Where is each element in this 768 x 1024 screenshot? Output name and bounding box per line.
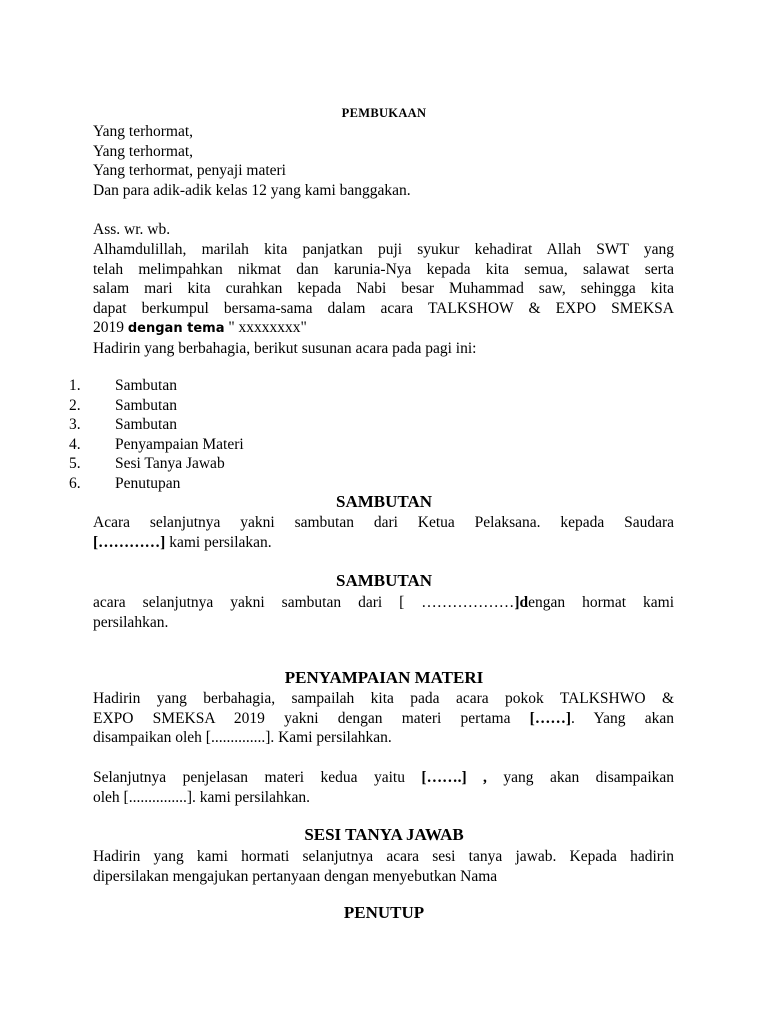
paragraph-line: persilahkan. xyxy=(93,613,169,631)
agenda-item: Sambutan xyxy=(115,377,177,394)
agenda-item: Penyampaian Materi xyxy=(115,436,244,453)
agenda-number: 3. xyxy=(69,416,81,433)
theme-label: dengan tema xyxy=(127,321,225,336)
name-placeholder: […………] xyxy=(93,533,166,551)
paragraph-text: Selanjutnya penjelasan materi kedua yaitu xyxy=(93,769,422,786)
agenda-item: Penutupan xyxy=(115,475,181,492)
paragraph-line: Alhamdulillah, marilah kita panjatkan puji syukur kehadirat Allah SWT yang xyxy=(93,241,674,258)
agenda-number: 6. xyxy=(69,475,81,492)
paragraph-line: Acara selanjutnya yakni sambutan dari Ketua Pelaksana. kepada Saudara xyxy=(93,514,674,531)
paragraph-line xyxy=(93,593,674,613)
opening-heading: PEMBUKAAN xyxy=(341,106,427,120)
paragraph-line: Hadirin yang kami hormati selanjutnya acara sesi tanya jawab. Kepada hadirin xyxy=(93,848,674,865)
agenda-item: Sambutan xyxy=(115,416,177,433)
opening-paragraph xyxy=(93,240,674,339)
section-heading-sambutan: SAMBUTAN xyxy=(335,571,433,590)
paragraph-text: engan hormat kami xyxy=(528,594,674,611)
sambutan1-paragraph xyxy=(93,513,674,552)
paragraph-line: telah melimpahkan nikmat dan karunia-Nya kepada kita semua, salawat serta xyxy=(93,260,674,278)
materi-paragraph-1 xyxy=(93,689,674,748)
paragraph-line: dapat berkumpul bersama-sama dalam acara TALKSHOW & EXPO SMEKSA xyxy=(93,299,674,317)
paragraph-line: salam mari kita curahkan kepada Nabi besar Muhammad saw, sehingga kita xyxy=(93,280,674,297)
agenda-number: 4. xyxy=(69,436,81,453)
theme-line xyxy=(93,318,674,339)
paragraph-line: Hadirin yang berbahagia, sampailah kita pada acara pokok TALKSHWO & xyxy=(93,690,674,707)
paragraph-text: . Yang akan xyxy=(570,709,674,727)
paragraph-line: disampaikan oleh [..............]. Kami persilahkan. xyxy=(93,729,392,746)
agenda-number: 1. xyxy=(69,377,81,394)
paragraph-line xyxy=(93,709,674,729)
agenda-intro: Hadirin yang berbahagia, berikut susunan acara pada pagi ini: xyxy=(93,340,477,357)
section-heading-sambutan: SAMBUTAN xyxy=(335,492,433,511)
agenda-item: Sesi Tanya Jawab xyxy=(115,455,225,472)
topic-placeholder: [……] xyxy=(529,709,571,727)
paragraph-line: oleh [...............]. kami persilahkan. xyxy=(93,788,310,806)
greeting-line: Dan para adik-adik kelas 12 yang kami banggakan. xyxy=(93,182,411,199)
name-placeholder: ]d xyxy=(514,594,529,611)
section-heading-materi: PENYAMPAIAN MATERI xyxy=(284,668,484,687)
greeting-line: Yang terhormat, penyaji materi xyxy=(93,162,286,179)
sambutan2-paragraph xyxy=(93,593,674,632)
greeting-line: Yang terhormat, xyxy=(93,143,194,160)
paragraph-line xyxy=(93,533,674,553)
tanya-jawab-paragraph xyxy=(93,847,674,886)
section-heading-penutup: PENUTUP xyxy=(343,903,425,922)
paragraph-line: dipersilakan mengajukan pertanyaan dengan menyebutkan Nama xyxy=(93,867,498,885)
paragraph-text: acara selanjutnya yakni sambutan dari [ ……………… xyxy=(93,594,515,611)
materi-paragraph-2 xyxy=(93,768,674,807)
paragraph-line xyxy=(93,768,674,788)
theme-value: " xxxxxxxx" xyxy=(224,319,307,336)
greeting-line: Yang terhormat, xyxy=(93,123,194,140)
paragraph-text: yang akan disampaikan xyxy=(486,769,674,786)
agenda-item: Sambutan xyxy=(115,397,177,414)
agenda-number: 5. xyxy=(69,455,81,472)
agenda-number: 2. xyxy=(69,397,81,414)
paragraph-text: EXPO SMEKSA 2019 yakni dengan materi pertama xyxy=(93,709,530,727)
paragraph-text: kami persilakan. xyxy=(165,533,272,551)
theme-year: 2019 xyxy=(93,319,124,336)
topic-placeholder: […….] , xyxy=(421,769,487,786)
salam-line: Ass. wr. wb. xyxy=(93,221,171,238)
section-heading-tanya-jawab: SESI TANYA JAWAB xyxy=(304,825,464,844)
